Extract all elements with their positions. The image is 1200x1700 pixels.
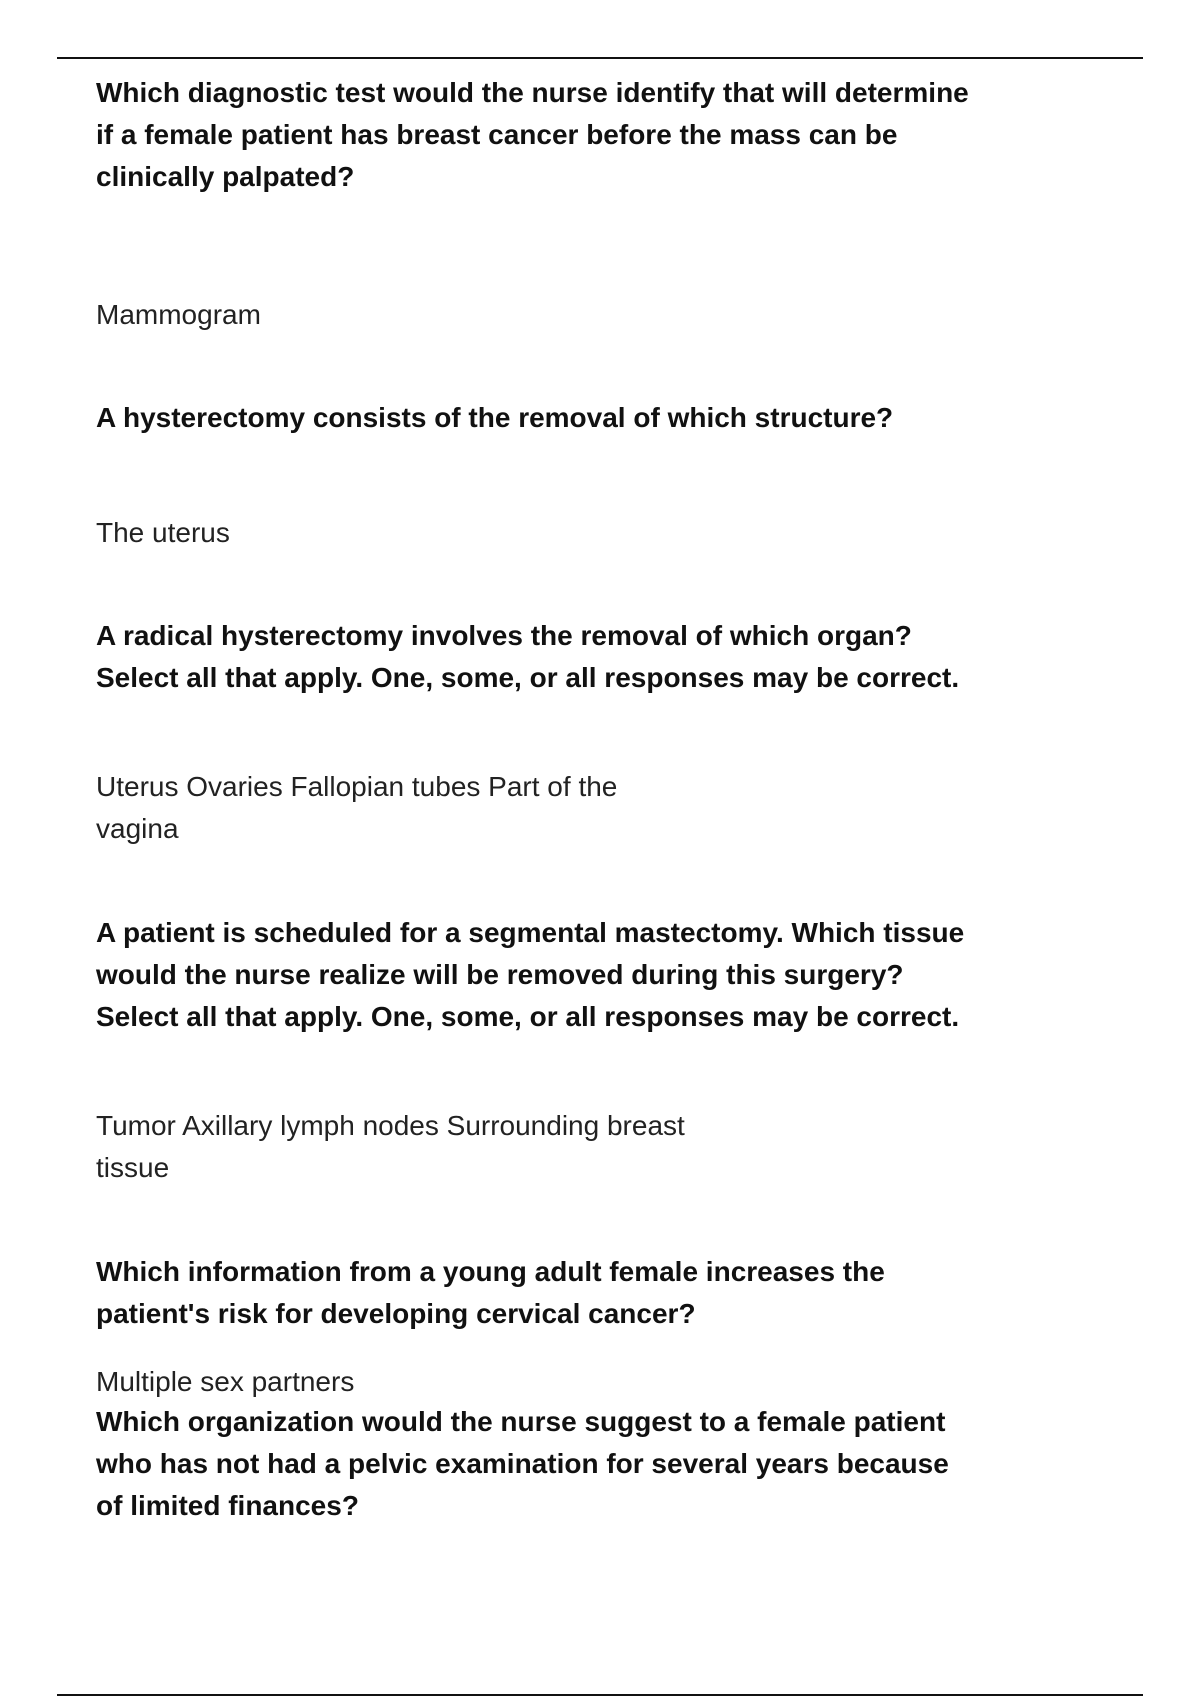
answer-2 xyxy=(96,512,976,554)
answer-4-text: Tumor Axillary lymph nodes Surrounding breast tissue xyxy=(96,1110,685,1183)
answer-3 xyxy=(96,766,696,850)
answer-5-text: Multiple sex partners xyxy=(96,1366,355,1397)
answer-1 xyxy=(96,294,976,336)
question-2-text: A hysterectomy consists of the removal of which structure? xyxy=(96,402,894,433)
top-divider xyxy=(57,57,1143,59)
bottom-divider xyxy=(57,1694,1143,1696)
question-4 xyxy=(96,912,976,1038)
answer-2-text: The uterus xyxy=(96,517,230,548)
question-6-text: Which organization would the nurse suggest to a female patient who has not had a pelvic examination for several years because of limited finances? xyxy=(96,1406,949,1521)
answer-4 xyxy=(96,1105,696,1189)
question-5 xyxy=(96,1251,976,1335)
question-3 xyxy=(96,615,976,699)
question-1-text: Which diagnostic test would the nurse identify that will determine if a female patient has breast cancer before the mass can be clinically palpated? xyxy=(96,77,969,192)
answer-1-text: Mammogram xyxy=(96,299,261,330)
question-4-text: A patient is scheduled for a segmental mastectomy. Which tissue would the nurse realize will be removed during this surgery? Select all that apply. One, some, or all responses may be correct. xyxy=(96,917,965,1032)
answer-3-text: Uterus Ovaries Fallopian tubes Part of the vagina xyxy=(96,771,618,844)
question-6 xyxy=(96,1401,976,1527)
question-3-text: A radical hysterectomy involves the removal of which organ? Select all that apply. One, some, or all responses may be correct. xyxy=(96,620,960,693)
question-2 xyxy=(96,397,976,439)
answer-5 xyxy=(96,1361,976,1403)
question-5-text: Which information from a young adult female increases the patient's risk for developing cervical cancer? xyxy=(96,1256,885,1329)
question-1 xyxy=(96,72,976,198)
